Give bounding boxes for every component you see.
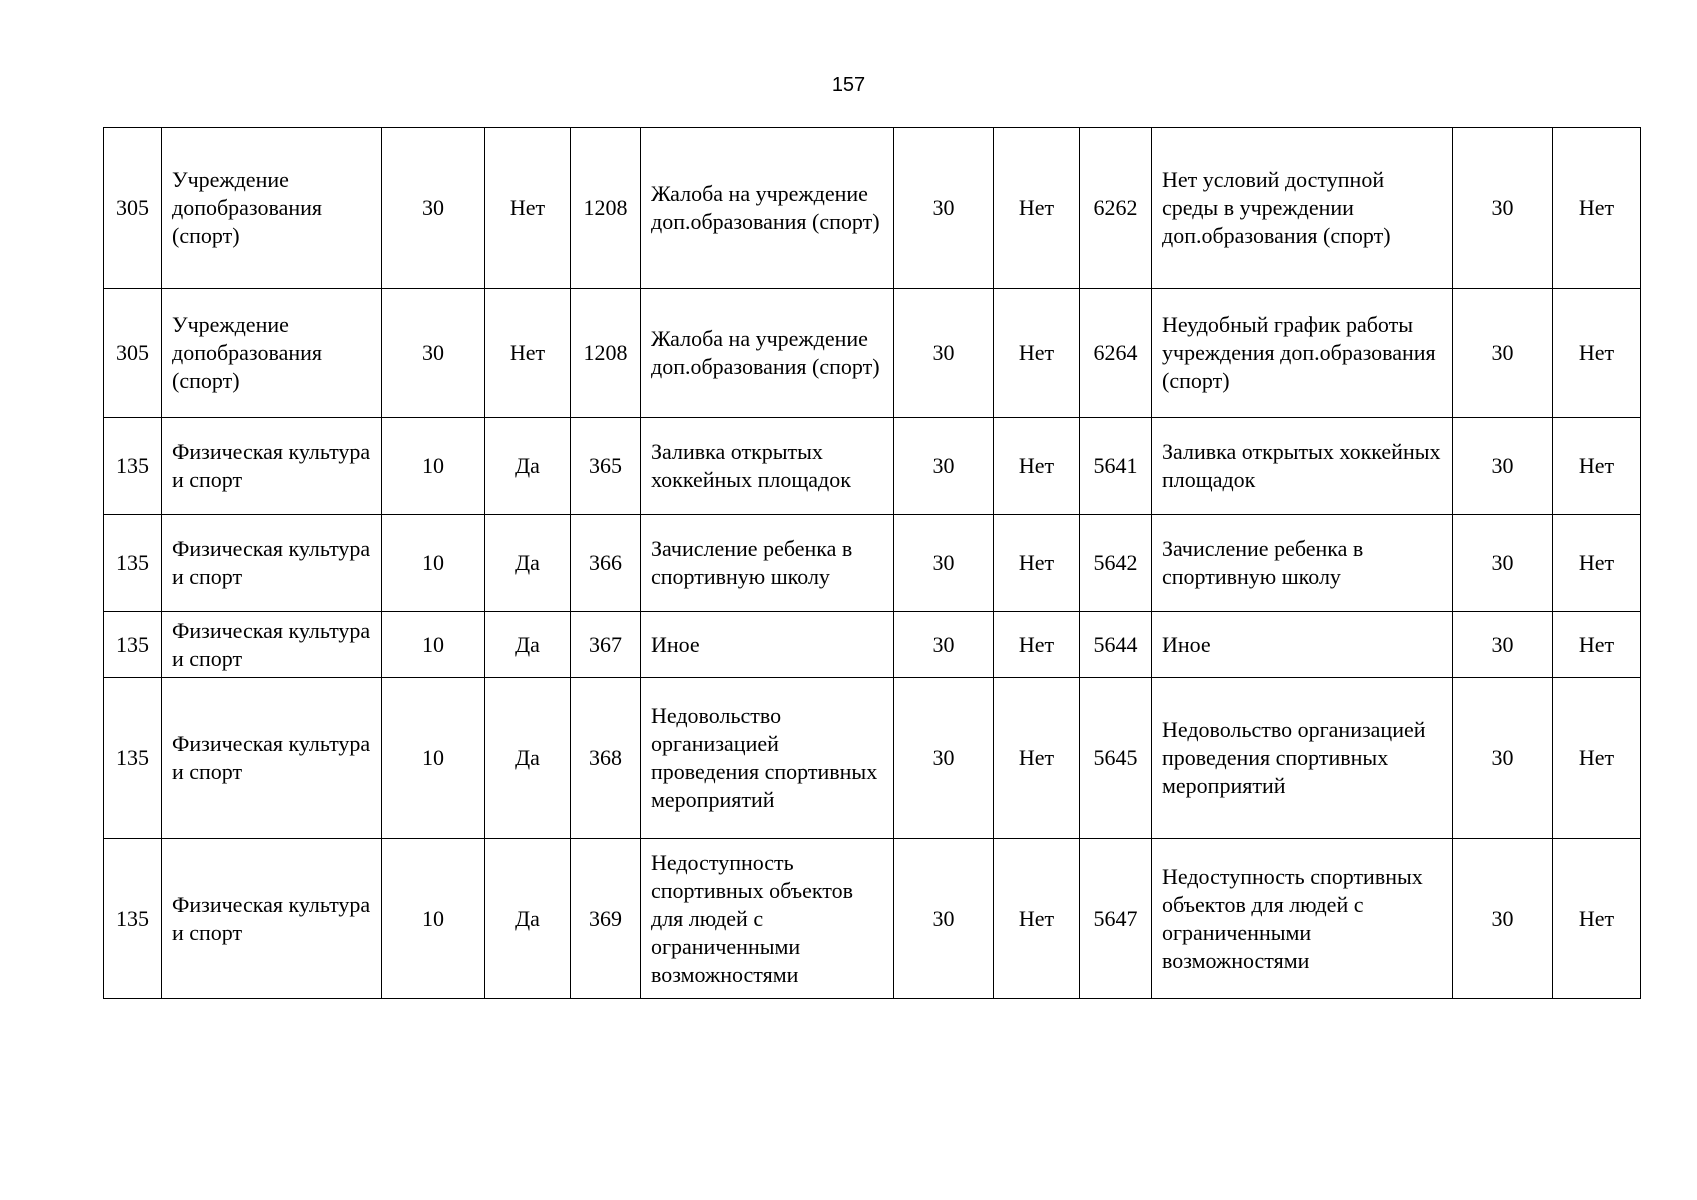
group-code-cell: 305 <box>104 289 162 418</box>
group-name-cell: Учреждение допобразования (спорт) <box>162 289 382 418</box>
subgroup-flag-cell: Нет <box>994 678 1080 839</box>
group-days-cell: 10 <box>382 418 485 515</box>
subgroup-code-cell: 366 <box>571 515 641 612</box>
table-row <box>104 612 1641 678</box>
subgroup-days-cell: 30 <box>894 289 994 418</box>
item-name-cell: Иное <box>1152 612 1453 678</box>
item-flag-cell: Нет <box>1553 678 1641 839</box>
item-flag-cell: Нет <box>1553 839 1641 999</box>
group-days-cell: 10 <box>382 515 485 612</box>
group-flag-cell: Да <box>485 515 571 612</box>
group-days-cell: 10 <box>382 678 485 839</box>
subgroup-code-cell: 1208 <box>571 289 641 418</box>
subgroup-days-cell: 30 <box>894 128 994 289</box>
subgroup-name-cell: Зачисление ребенка в спортивную школу <box>641 515 894 612</box>
subgroup-code-cell: 1208 <box>571 128 641 289</box>
item-days-cell: 30 <box>1453 612 1553 678</box>
subgroup-code-cell: 368 <box>571 678 641 839</box>
subgroup-name-cell: Недоступность спортивных объектов для людей с ограниченными возможностями <box>641 839 894 999</box>
item-name-cell: Неудобный график работы учреждения доп.образования (спорт) <box>1152 289 1453 418</box>
group-days-cell: 30 <box>382 128 485 289</box>
item-code-cell: 5642 <box>1080 515 1152 612</box>
subgroup-code-cell: 367 <box>571 612 641 678</box>
group-code-cell: 135 <box>104 839 162 999</box>
subgroup-days-cell: 30 <box>894 418 994 515</box>
item-code-cell: 6262 <box>1080 128 1152 289</box>
item-code-cell: 5644 <box>1080 612 1152 678</box>
group-code-cell: 135 <box>104 678 162 839</box>
subgroup-days-cell: 30 <box>894 515 994 612</box>
group-flag-cell: Да <box>485 612 571 678</box>
group-flag-cell: Нет <box>485 128 571 289</box>
item-days-cell: 30 <box>1453 128 1553 289</box>
group-code-cell: 135 <box>104 612 162 678</box>
table-row <box>104 418 1641 515</box>
subgroup-name-cell: Заливка открытых хоккейных площадок <box>641 418 894 515</box>
table-row <box>104 289 1641 418</box>
item-flag-cell: Нет <box>1553 418 1641 515</box>
table-row <box>104 128 1641 289</box>
item-name-cell: Заливка открытых хоккейных площадок <box>1152 418 1453 515</box>
subgroup-name-cell: Жалоба на учреждение доп.образования (спорт) <box>641 128 894 289</box>
group-days-cell: 10 <box>382 612 485 678</box>
group-flag-cell: Да <box>485 678 571 839</box>
group-flag-cell: Да <box>485 418 571 515</box>
subgroup-flag-cell: Нет <box>994 515 1080 612</box>
item-name-cell: Нет условий доступной среды в учреждении доп.образования (спорт) <box>1152 128 1453 289</box>
subgroup-name-cell: Жалоба на учреждение доп.образования (спорт) <box>641 289 894 418</box>
group-name-cell: Физическая культура и спорт <box>162 839 382 999</box>
subgroup-flag-cell: Нет <box>994 289 1080 418</box>
subgroup-days-cell: 30 <box>894 678 994 839</box>
subgroup-days-cell: 30 <box>894 839 994 999</box>
group-name-cell: Физическая культура и спорт <box>162 678 382 839</box>
item-flag-cell: Нет <box>1553 515 1641 612</box>
item-name-cell: Недовольство организацией проведения спортивных мероприятий <box>1152 678 1453 839</box>
group-days-cell: 10 <box>382 839 485 999</box>
subgroup-name-cell: Недовольство организацией проведения спортивных мероприятий <box>641 678 894 839</box>
item-flag-cell: Нет <box>1553 128 1641 289</box>
subgroup-days-cell: 30 <box>894 612 994 678</box>
item-days-cell: 30 <box>1453 839 1553 999</box>
item-days-cell: 30 <box>1453 289 1553 418</box>
group-code-cell: 305 <box>104 128 162 289</box>
subgroup-name-cell: Иное <box>641 612 894 678</box>
subgroup-flag-cell: Нет <box>994 128 1080 289</box>
subgroup-flag-cell: Нет <box>994 418 1080 515</box>
group-days-cell: 30 <box>382 289 485 418</box>
group-code-cell: 135 <box>104 418 162 515</box>
group-flag-cell: Нет <box>485 289 571 418</box>
group-name-cell: Физическая культура и спорт <box>162 612 382 678</box>
classification-table <box>103 127 1641 999</box>
item-code-cell: 5647 <box>1080 839 1152 999</box>
table-body <box>104 128 1641 999</box>
group-name-cell: Физическая культура и спорт <box>162 418 382 515</box>
subgroup-flag-cell: Нет <box>994 839 1080 999</box>
item-name-cell: Недоступность спортивных объектов для людей с ограниченными возможностями <box>1152 839 1453 999</box>
item-flag-cell: Нет <box>1553 289 1641 418</box>
item-code-cell: 6264 <box>1080 289 1152 418</box>
group-name-cell: Физическая культура и спорт <box>162 515 382 612</box>
item-code-cell: 5645 <box>1080 678 1152 839</box>
group-code-cell: 135 <box>104 515 162 612</box>
group-flag-cell: Да <box>485 839 571 999</box>
item-name-cell: Зачисление ребенка в спортивную школу <box>1152 515 1453 612</box>
table-row <box>104 678 1641 839</box>
page-number: 157 <box>831 74 866 96</box>
subgroup-code-cell: 365 <box>571 418 641 515</box>
item-code-cell: 5641 <box>1080 418 1152 515</box>
table-row <box>104 839 1641 999</box>
subgroup-code-cell: 369 <box>571 839 641 999</box>
item-days-cell: 30 <box>1453 515 1553 612</box>
item-flag-cell: Нет <box>1553 612 1641 678</box>
table-row <box>104 515 1641 612</box>
item-days-cell: 30 <box>1453 418 1553 515</box>
group-name-cell: Учреждение допобразования (спорт) <box>162 128 382 289</box>
item-days-cell: 30 <box>1453 678 1553 839</box>
subgroup-flag-cell: Нет <box>994 612 1080 678</box>
